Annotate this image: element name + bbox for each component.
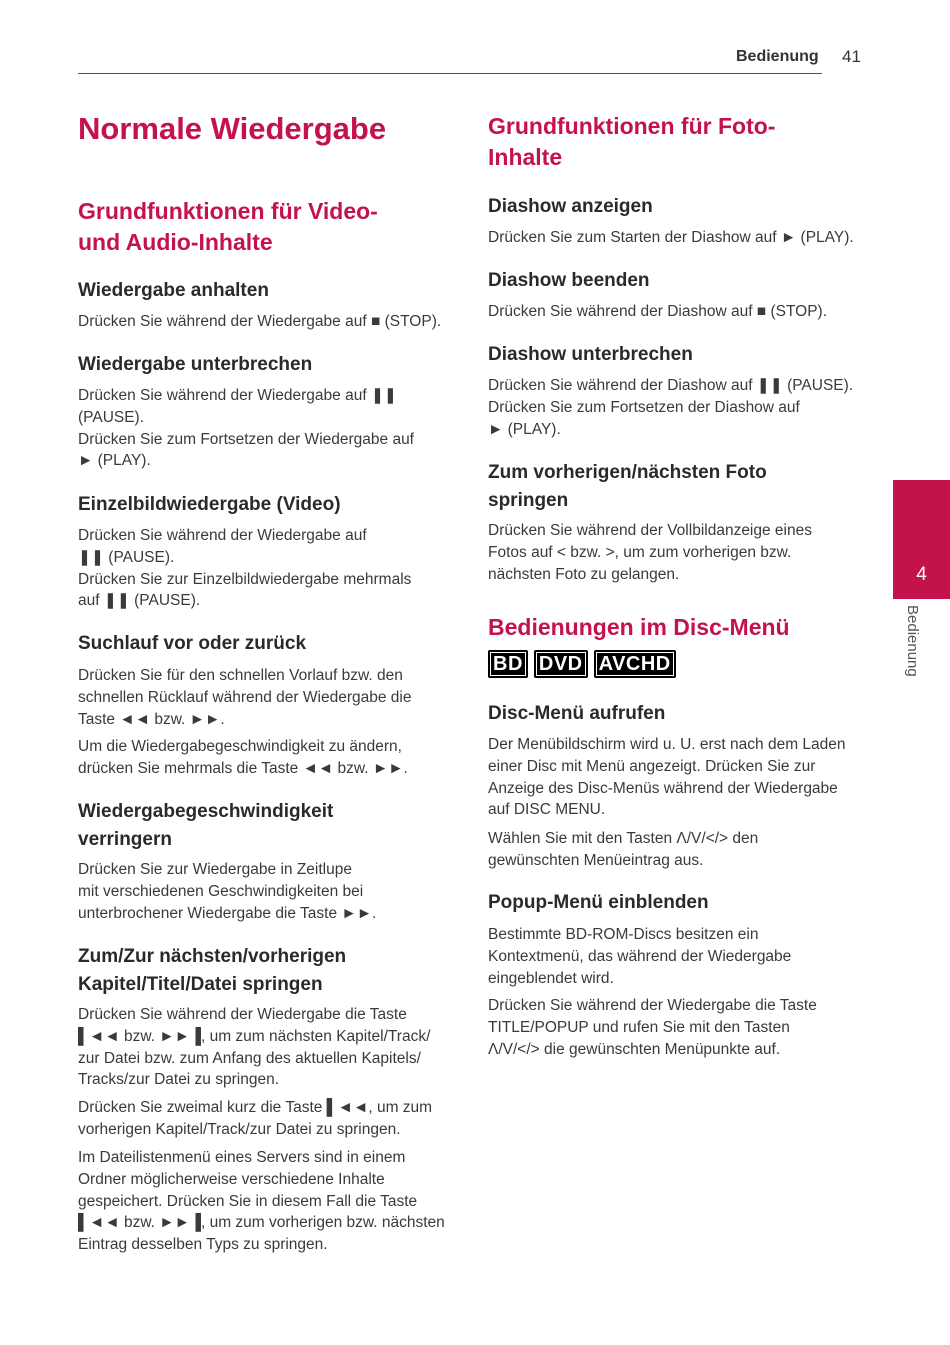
para-search-1 <box>78 665 411 730</box>
text-line: Drücken Sie zur Wiedergabe in Zeitlupe <box>78 861 352 878</box>
text-line: ► (PLAY). <box>488 420 561 438</box>
para-skip-3 <box>78 1147 445 1256</box>
text-line: Drücken Sie zum Fortsetzen der Wiedergabe auf <box>78 430 414 448</box>
heading-stop <box>78 277 269 305</box>
heading-skip <box>78 943 346 999</box>
heading-popup-menu <box>488 889 709 917</box>
para-pause <box>78 385 414 472</box>
header-rule <box>78 73 822 74</box>
text-line: Drücken Sie während der Wiedergabe die Taste <box>488 997 817 1014</box>
para-slideshow-stop <box>488 301 827 323</box>
text-line: auf ❚❚ (PAUSE). <box>78 592 201 610</box>
chapter-tab <box>893 480 950 599</box>
page-title: Normale Wiedergabe <box>78 111 387 146</box>
heading-slow-motion <box>78 798 333 854</box>
heading-search <box>78 630 306 658</box>
text-line: Wiedergabe unterbrechen <box>78 354 313 375</box>
text-line: Drücken Sie während der Diashow auf ❚❚ (PAUSE). <box>488 377 854 394</box>
text-line: Drücken Sie für den schnellen Vorlauf bzw. den <box>78 667 403 684</box>
text-line: Taste ◄◄ bzw. ►►. <box>78 710 225 728</box>
para-disc-menu-1 <box>488 734 846 821</box>
heading-disc-menu <box>488 700 665 728</box>
text-line: ► (PLAY). <box>78 452 151 470</box>
text-line: Drücken Sie während der Wiedergabe auf ■ (STOP). <box>78 313 442 330</box>
text-line: Diashow unterbrechen <box>488 344 693 365</box>
text-line: Drücken Sie zum Fortsetzen der Diashow auf <box>488 398 800 416</box>
disc-type-badges <box>488 650 676 678</box>
text-line: Grundfunktionen für Foto- <box>488 113 776 139</box>
text-line: Einzelbildwiedergabe (Video) <box>78 494 341 515</box>
para-stop <box>78 311 441 333</box>
text-line: gewünschten Menüeintrag aus. <box>488 851 704 869</box>
text-line: Wiedergabe anhalten <box>78 280 269 301</box>
heading-slideshow-pause <box>488 341 693 369</box>
para-slideshow-start <box>488 227 854 249</box>
text-line: einer Disc mit Menü angezeigt. Drücken Sie zur <box>488 757 816 775</box>
badge-dvd: DVD <box>534 650 588 678</box>
chapter-number: 4 <box>916 564 927 585</box>
para-photo-skip <box>488 520 812 585</box>
text-line: Drücken Sie während der Diashow auf ■ (STOP). <box>488 303 828 320</box>
text-line: unterbrochener Wiedergabe die Taste ►►. <box>78 904 377 922</box>
para-slideshow-pause <box>488 375 853 440</box>
para-popup-menu-2 <box>488 995 817 1060</box>
para-skip-2 <box>78 1097 432 1141</box>
text-line: Drücken Sie zur Einzelbildwiedergabe mehrmals <box>78 570 412 588</box>
text-line: Tracks/zur Datei zu springen. <box>78 1071 280 1089</box>
text-line: Zum vorherigen/nächsten Foto <box>488 462 767 483</box>
text-line: Disc-Menü aufrufen <box>488 703 666 724</box>
heading-slideshow-start <box>488 193 653 221</box>
text-line: Zum/Zur nächsten/vorherigen <box>78 946 347 967</box>
text-line: ▌◄◄ bzw. ►►▐, um zum nächsten Kapitel/Track/ <box>78 1027 431 1045</box>
heading-pause <box>78 351 312 379</box>
page-number: 41 <box>842 47 861 66</box>
heading-slideshow-stop <box>488 267 650 295</box>
section-title-photo <box>488 111 775 173</box>
text-line: zur Datei bzw. zum Anfang des aktuellen Kapitels/ <box>78 1049 421 1067</box>
header-section-label: Bedienung <box>736 48 819 65</box>
badge-avchd: AVCHD <box>594 650 676 678</box>
text-line: Wiedergabegeschwindigkeit <box>78 801 334 822</box>
text-line: Λ/V/</> die gewünschten Menüpunkte auf. <box>488 1040 781 1058</box>
text-line: gespeichert. Drücken Sie in diesem Fall die Taste <box>78 1192 418 1210</box>
badge-bd: BD <box>488 650 528 678</box>
text-line: Drücken Sie zweimal kurz die Taste ▌◄◄, um zum <box>78 1099 433 1116</box>
text-line: TITLE/POPUP und rufen Sie mit den Tasten <box>488 1018 790 1036</box>
text-line: Kapitel/Titel/Datei springen <box>78 974 323 995</box>
text-line: Popup-Menü einblenden <box>488 892 709 913</box>
text-line: Anzeige des Disc-Menüs während der Wiedergabe <box>488 779 838 797</box>
heading-photo-skip <box>488 459 767 515</box>
para-frame-advance <box>78 525 411 612</box>
text-line: Drücken Sie während der Wiedergabe die Taste <box>78 1006 407 1023</box>
text-line: Bestimmte BD-ROM-Discs besitzen ein <box>488 926 759 943</box>
text-line: Diashow beenden <box>488 270 650 291</box>
text-line: Drücken Sie während der Wiedergabe auf <box>78 527 367 544</box>
heading-frame-advance <box>78 491 341 519</box>
text-line: Suchlauf vor oder zurück <box>78 633 307 654</box>
text-line: schnellen Rücklauf während der Wiedergabe die <box>78 688 412 706</box>
text-line: nächsten Foto zu gelangen. <box>488 565 680 583</box>
text-line: verringern <box>78 829 172 850</box>
text-line: Um die Wiedergabegeschwindigkeit zu ändern, <box>78 738 402 755</box>
text-line: eingeblendet wird. <box>488 969 614 987</box>
text-line: Ordner möglicherweise verschiedene Inhalte <box>78 1170 385 1188</box>
text-line: und Audio-Inhalte <box>78 229 273 255</box>
text-line: Der Menübildschirm wird u. U. erst nach dem Laden <box>488 736 846 753</box>
text-line: Inhalte <box>488 144 563 170</box>
text-line: Drücken Sie zum Starten der Diashow auf ► (PLAY). <box>488 229 854 246</box>
para-skip-1 <box>78 1004 430 1091</box>
section-title-video-audio <box>78 196 378 258</box>
text-line: Im Dateilistenmenü eines Servers sind in einem <box>78 1149 406 1166</box>
text-line: Eintrag desselben Typs zu springen. <box>78 1236 328 1254</box>
text-line: (PAUSE). <box>78 408 145 426</box>
text-line: Diashow anzeigen <box>488 196 653 217</box>
text-line: Bedienungen im Disc-Menü <box>488 614 790 640</box>
text-line: Kontextmenü, das während der Wiedergabe <box>488 947 792 965</box>
text-line: springen <box>488 490 569 511</box>
para-disc-menu-2 <box>488 828 758 872</box>
para-slow-motion <box>78 859 376 924</box>
text-line: mit verschiedenen Geschwindigkeiten bei <box>78 882 364 900</box>
text-line: Fotos auf < bzw. >, um zum vorherigen bzw. <box>488 543 792 561</box>
text-line: Grundfunktionen für Video- <box>78 198 378 224</box>
text-line: auf DISC MENU. <box>488 801 606 819</box>
text-line: drücken Sie mehrmals die Taste ◄◄ bzw. ►►. <box>78 759 408 777</box>
text-line: Wählen Sie mit den Tasten Λ/V/</> den <box>488 830 759 847</box>
chapter-tab-label: Bedienung <box>904 605 921 677</box>
text-line: Drücken Sie während der Vollbildanzeige eines <box>488 522 812 539</box>
para-popup-menu-1 <box>488 924 791 989</box>
section-title-disc-menu <box>488 612 790 643</box>
text-line: ▌◄◄ bzw. ►►▐, um zum vorherigen bzw. nächsten <box>78 1214 445 1232</box>
text-line: ❚❚ (PAUSE). <box>78 548 175 566</box>
text-line: Drücken Sie während der Wiedergabe auf ❚❚ <box>78 387 397 404</box>
para-search-2 <box>78 736 408 780</box>
text-line: vorherigen Kapitel/Track/zur Datei zu springen. <box>78 1120 401 1138</box>
